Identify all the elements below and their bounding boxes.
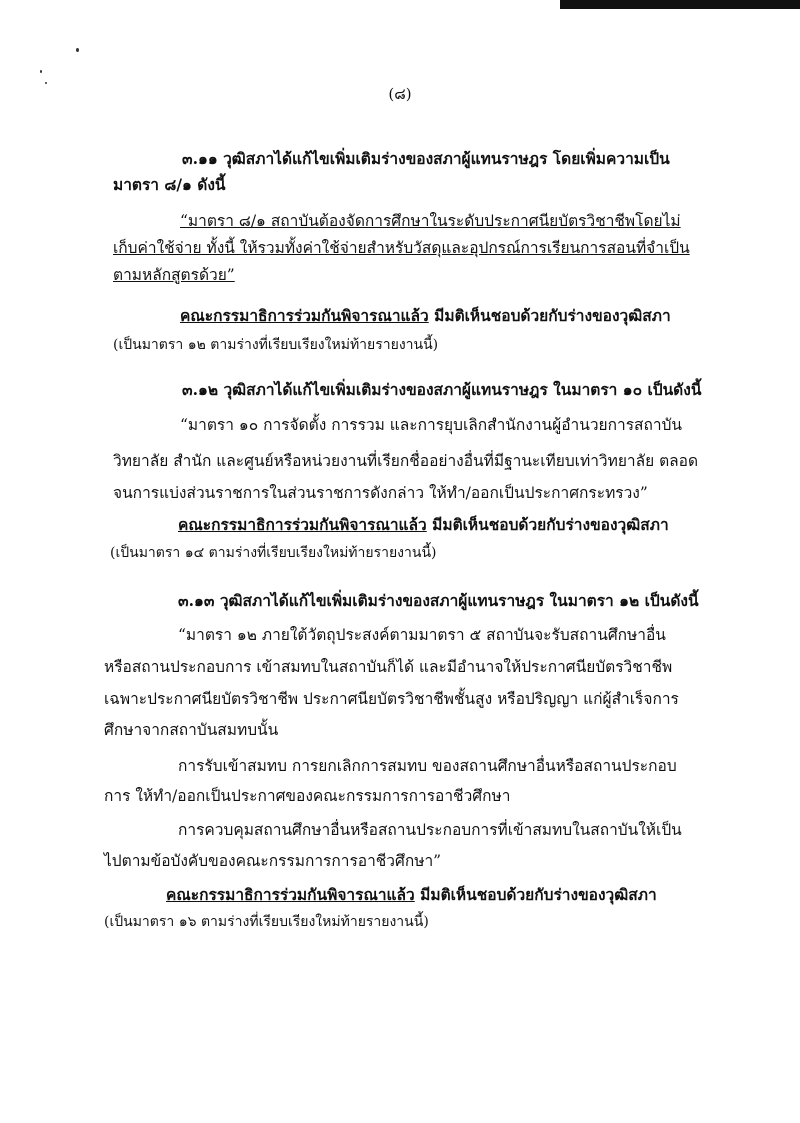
section-3-12-committee-resolution: [178, 514, 669, 536]
section-3-13-committee-resolution: [166, 884, 657, 906]
section-3-11-body-line: “มาตรา ๘/๑ สถาบันต้องจัดการศึกษาในระดับประกาศนียบัตรวิชาชีพโดยไม่: [180, 212, 681, 230]
section-3-11-heading: ๓.๑๑ วุฒิสภาได้แก้ไขเพิ่มเติมร่างของสภาผู้แทนราษฎร โดยเพิ่มความเป็น: [182, 149, 670, 168]
section-3-11-body-line: เก็บค่าใช้จ่าย ทั้งนี้ ให้รวมทั้งค่าใช้จ่ายสำหรับวัสดุและอุปกรณ์การเรียนการสอนที่จำเป็น: [113, 239, 690, 257]
committee-label: คณะกรรมาธิการร่วมกันพิจารณาแล้ว: [178, 515, 427, 534]
scan-edge-mark: [560, 0, 800, 9]
section-3-13-heading: ๓.๑๓ วุฒิสภาได้แก้ไขเพิ่มเติมร่างของสภาผู้แทนราษฎร ในมาตรา ๑๒ เป็นดังนี้: [178, 591, 699, 610]
section-3-13-note: (เป็นมาตรา ๑๖ ตามร่างที่เรียบเรียงใหม่ท้ายรายงานนี้): [104, 914, 429, 930]
scan-speck: [76, 48, 79, 52]
section-3-11-body-line: ตามหลักสูตรด้วย”: [113, 266, 235, 284]
committee-label: คณะกรรมาธิการร่วมกันพิจารณาแล้ว: [166, 885, 415, 904]
section-3-11-heading-cont: มาตรา ๘/๑ ดังนี้: [113, 175, 226, 194]
section-3-13-body-line: ไปตามข้อบังคับของคณะกรรมการการอาชีวศึกษา”: [104, 852, 442, 870]
committee-resolution-text: มีมติเห็นชอบด้วยกับร่างของวุฒิสภา: [414, 885, 657, 904]
section-3-12-heading: ๓.๑๒ วุฒิสภาได้แก้ไขเพิ่มเติมร่างของสภาผู้แทนราษฎร ในมาตรา ๑๐ เป็นดังนี้: [182, 380, 702, 399]
section-3-13-body-line: “มาตรา ๑๒ ภายใต้วัตถุประสงค์ตามมาตรา ๕ สถาบันจะรับสถานศึกษาอื่น: [178, 626, 666, 644]
section-3-12-body-line: วิทยาลัย สำนัก และศูนย์หรือหน่วยงานที่เรียกชื่ออย่างอื่นที่มีฐานะเทียบเท่าวิทยาลัย ตลอด: [113, 452, 699, 470]
section-3-13-body-line: การควบคุมสถานศึกษาอื่นหรือสถานประกอบการที่เข้าสมทบในสถาบันให้เป็น: [178, 821, 682, 839]
committee-resolution-text: มีมติเห็นชอบด้วยกับร่างของวุฒิสภา: [426, 515, 669, 534]
committee-resolution-text: มีมติเห็นชอบด้วยกับร่างของวุฒิสภา: [428, 306, 671, 325]
section-3-13-body-line: เฉพาะประกาศนียบัตรวิชาชีพ ประกาศนียบัตรวิชาชีพชั้นสูง หรือปริญญา แก่ผู้สำเร็จการ: [104, 690, 679, 708]
section-3-12-body-line: “มาตรา ๑๐ การจัดตั้ง การรวม และการยุบเลิกสำนักงานผู้อำนวยการสถาบัน: [180, 416, 683, 434]
section-3-13-body-line: ศึกษาจากสถาบันสมทบนั้น: [104, 721, 279, 739]
section-3-13-body-line: การ ให้ทำ/ออกเป็นประกาศของคณะกรรมการการอาชีวศึกษา: [104, 787, 511, 805]
committee-label: คณะกรรมาธิการร่วมกันพิจารณาแล้ว: [180, 306, 429, 325]
section-3-11-committee-resolution: [180, 305, 671, 327]
scan-speck: [40, 70, 42, 73]
section-3-12-body-line: จนการแบ่งส่วนราชการในส่วนราชการดังกล่าว ให้ทำ/ออกเป็นประกาศกระทรวง”: [113, 484, 648, 502]
section-3-13-body-line: หรือสถานประกอบการ เข้าสมทบในสถาบันก็ได้ และมีอำนาจให้ประกาศนียบัตรวิชาชีพ: [104, 658, 673, 676]
section-3-11-note: (เป็นมาตรา ๑๒ ตามร่างที่เรียบเรียงใหม่ท้ายรายงานนี้): [113, 337, 439, 353]
page-number: (๘): [388, 85, 412, 103]
section-3-13-body-line: การรับเข้าสมทบ การยกเลิกการสมทบ ของสถานศึกษาอื่นหรือสถานประกอบ: [178, 757, 677, 775]
section-3-12-note: (เป็นมาตรา ๑๔ ตามร่างที่เรียบเรียงใหม่ท้ายรายงานนี้): [110, 545, 437, 561]
